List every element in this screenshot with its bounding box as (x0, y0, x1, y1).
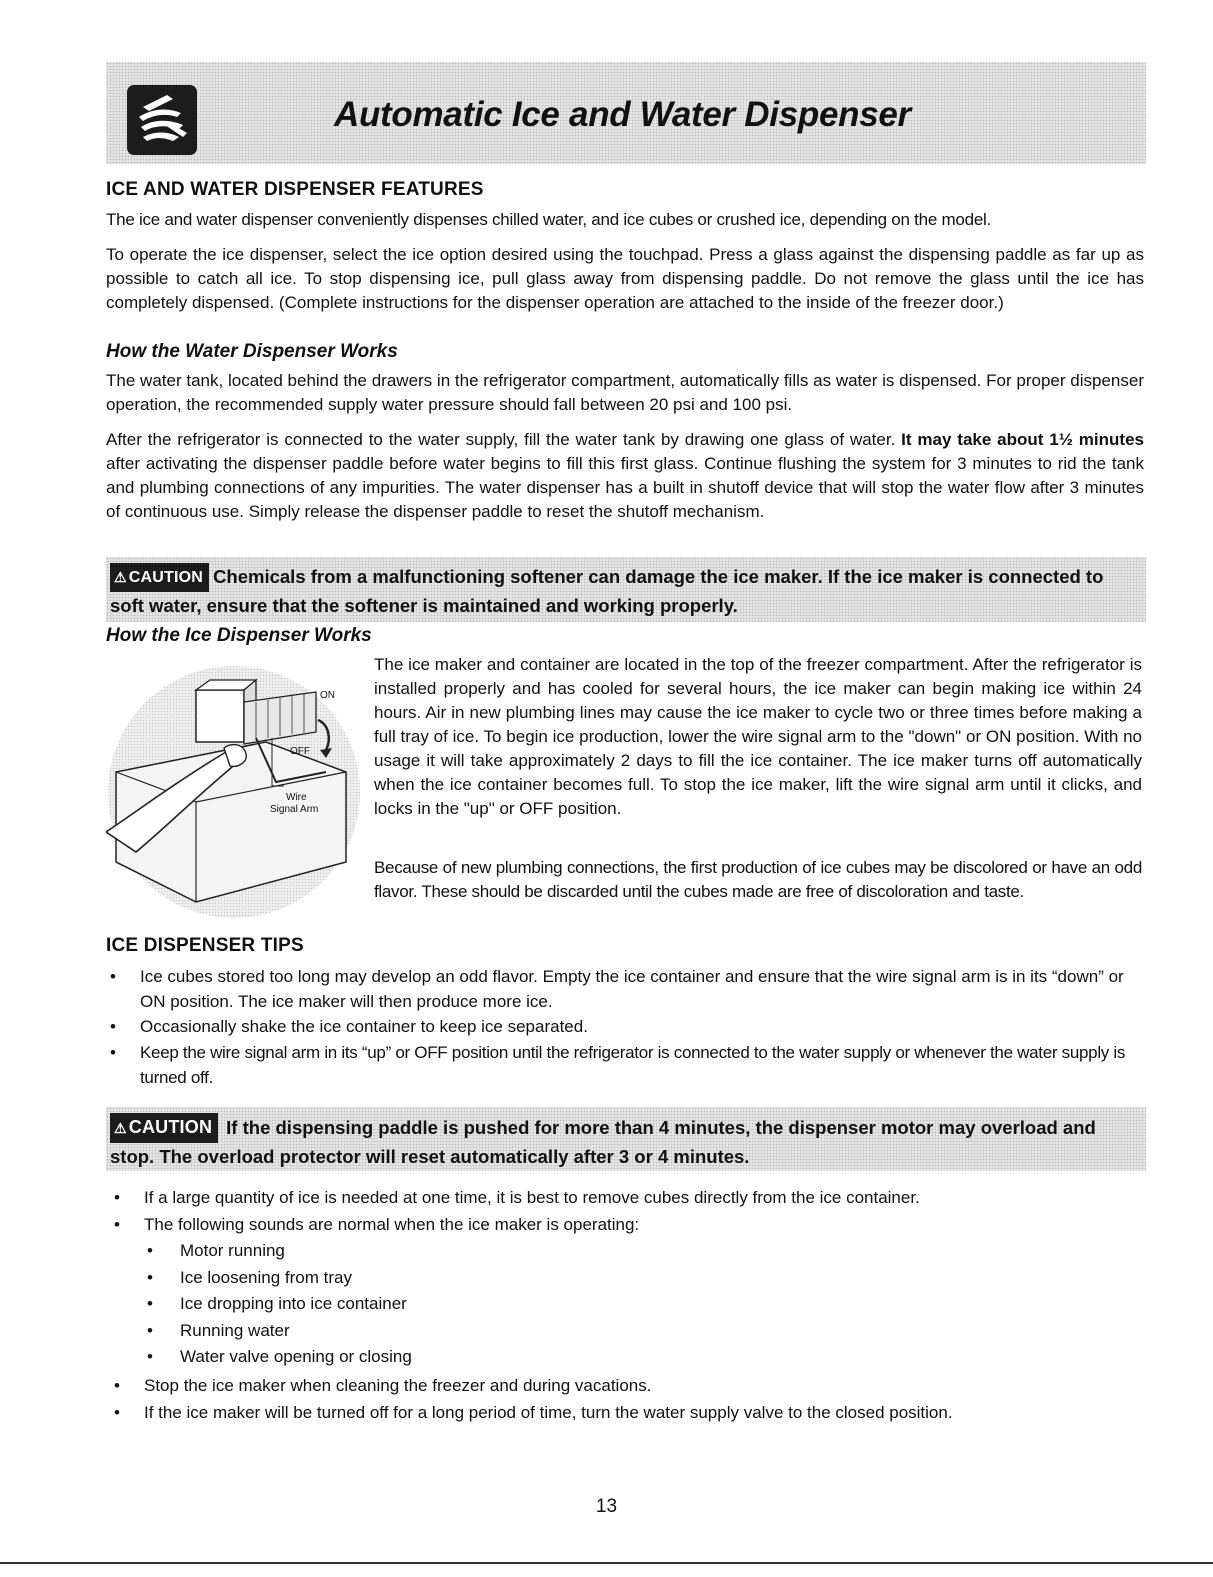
water-paragraph-2 (106, 428, 1144, 524)
water-paragraph-1: The water tank, located behind the drawers in the refrigerator compartment, automatically fills as water is dispensed. For proper dispenser operation, the recommended supply water pressure should fall between 20 psi and 100 psi. (106, 371, 1144, 414)
final-tips-list (110, 1372, 1150, 1426)
list-item: • Ice cubes stored too long may develop an odd flavor. Empty the ice container and ensure that the wire signal arm is in its “down” or ON position. The ice maker will then produce more ice. (110, 967, 1124, 1011)
caution-box-softener (106, 557, 1146, 622)
figure-label-on: ON (320, 690, 335, 701)
list-item: • Stop the ice maker when cleaning the freezer and during vacations. (114, 1376, 652, 1395)
page-number: 13 (595, 1496, 618, 1517)
caution-badge: ⚠ CAUTION (110, 563, 209, 592)
ice-dispenser-heading: How the Ice Dispenser Works (106, 625, 372, 646)
features-paragraph-1: The ice and water dispenser conveniently dispenses chilled water, and ice cubes or crushed ice, depending on the model. (106, 210, 992, 229)
warning-triangle-icon: ⚠ (114, 569, 127, 585)
caution-text: If the dispensing paddle is pushed for more than 4 minutes, the dispenser motor may overload and stop. The overload protector will reset automatically after 3 or 4 minutes. (110, 1117, 1096, 1167)
caution-text: Chemicals from a malfunctioning softener can damage the ice maker. If the ice maker is connected to soft water, ensure that the softener is maintained and working properly. (110, 566, 1104, 616)
water-paragraph-2-start: After the refrigerator is connected to the water supply, fill the water tank by drawing one glass of water. (106, 430, 902, 449)
water-dispenser-heading: How the Water Dispenser Works (106, 341, 398, 362)
warning-triangle-icon: ⚠ (114, 1120, 127, 1136)
page-title: Automatic Ice and Water Dispenser (334, 95, 911, 134)
ice-maker-illustration (106, 662, 362, 922)
ice-paragraph-1: The ice maker and container are located in the top of the freezer compartment. After the refrigerator is installed properly and has cooled for several hours, the ice maker can begin making ice within 24 hours. Air in new plumbing lines may cause the ice maker to cycle two or three times before making a full tray of ice. To begin ice production, lower the wire signal arm to the "down" or ON position. With no usage it will take approximately 2 days to fill the ice container. The ice maker turns off automatically when the ice container becomes full. To stop the ice maker, lift the wire signal arm until it clicks, and locks in the "up" or OFF position. (374, 655, 1142, 818)
tips-heading: ICE DISPENSER TIPS (106, 935, 304, 956)
list-item: • If a large quantity of ice is needed at one time, it is best to remove cubes directly from the ice container. (114, 1188, 920, 1207)
list-item: • The following sounds are normal when the ice maker is operating: (114, 1215, 640, 1234)
water-paragraph-2-end: after activating the dispenser paddle before water begins to fill this first glass. Continue flushing the system for 3 minutes to rid the tank and plumbing connections of any impurities. The water dispenser has a built in shutoff device that will stop the water flow after 3 minutes of continuous use. Simply release the dispenser paddle to reset the shutoff mechanism. (106, 454, 1144, 521)
more-tips-list (110, 1184, 1150, 1238)
list-item: • Keep the wire signal arm in its “up” or OFF position until the refrigerator is connected to the water supply or whenever the water supply is turned off. (110, 1043, 1126, 1087)
caution-box-paddle (106, 1107, 1146, 1171)
list-item: • Water valve opening or closing (147, 1347, 412, 1366)
bottom-divider (0, 1562, 1213, 1564)
list-item: • Occasionally shake the ice container to keep ice separated. (110, 1017, 588, 1036)
features-paragraph-2: To operate the ice dispenser, select the ice option desired using the touchpad. Press a glass against the dispensing paddle as far up as possible to catch all ice. To stop dispensing ice, pull glass away from dispensing paddle. Do not remove the glass until the ice has completely dispensed. (Complete instructions for the dispenser operation are attached to the inside of the freezer door.) (106, 245, 1144, 312)
figure-label-wire: Wire (286, 792, 307, 803)
sounds-list (143, 1238, 1043, 1371)
list-item: • Ice dropping into ice container (147, 1294, 407, 1313)
water-paragraph-2-bold: It may take about 1½ minutes (901, 430, 1144, 449)
caution-badge: ⚠ CAUTION (110, 1113, 218, 1143)
ice-paragraph-2: Because of new plumbing connections, the first production of ice cubes may be discolored or have an odd flavor. These should be discarded until the cubes made are free of discoloration and taste. (374, 858, 1142, 901)
tips-list (106, 964, 1146, 1090)
list-item: • Ice loosening from tray (147, 1267, 352, 1287)
figure-label-signal-arm: Signal Arm (270, 804, 319, 815)
list-item: • If the ice maker will be turned off for a long period of time, turn the water supply valve to the closed position. (114, 1403, 953, 1422)
list-item: • Motor running (147, 1241, 285, 1260)
list-item: • Running water (147, 1320, 290, 1340)
features-heading: ICE AND WATER DISPENSER FEATURES (106, 179, 484, 200)
figure-label-off: OFF (290, 746, 310, 757)
ice-water-dispenser-icon (127, 85, 197, 155)
